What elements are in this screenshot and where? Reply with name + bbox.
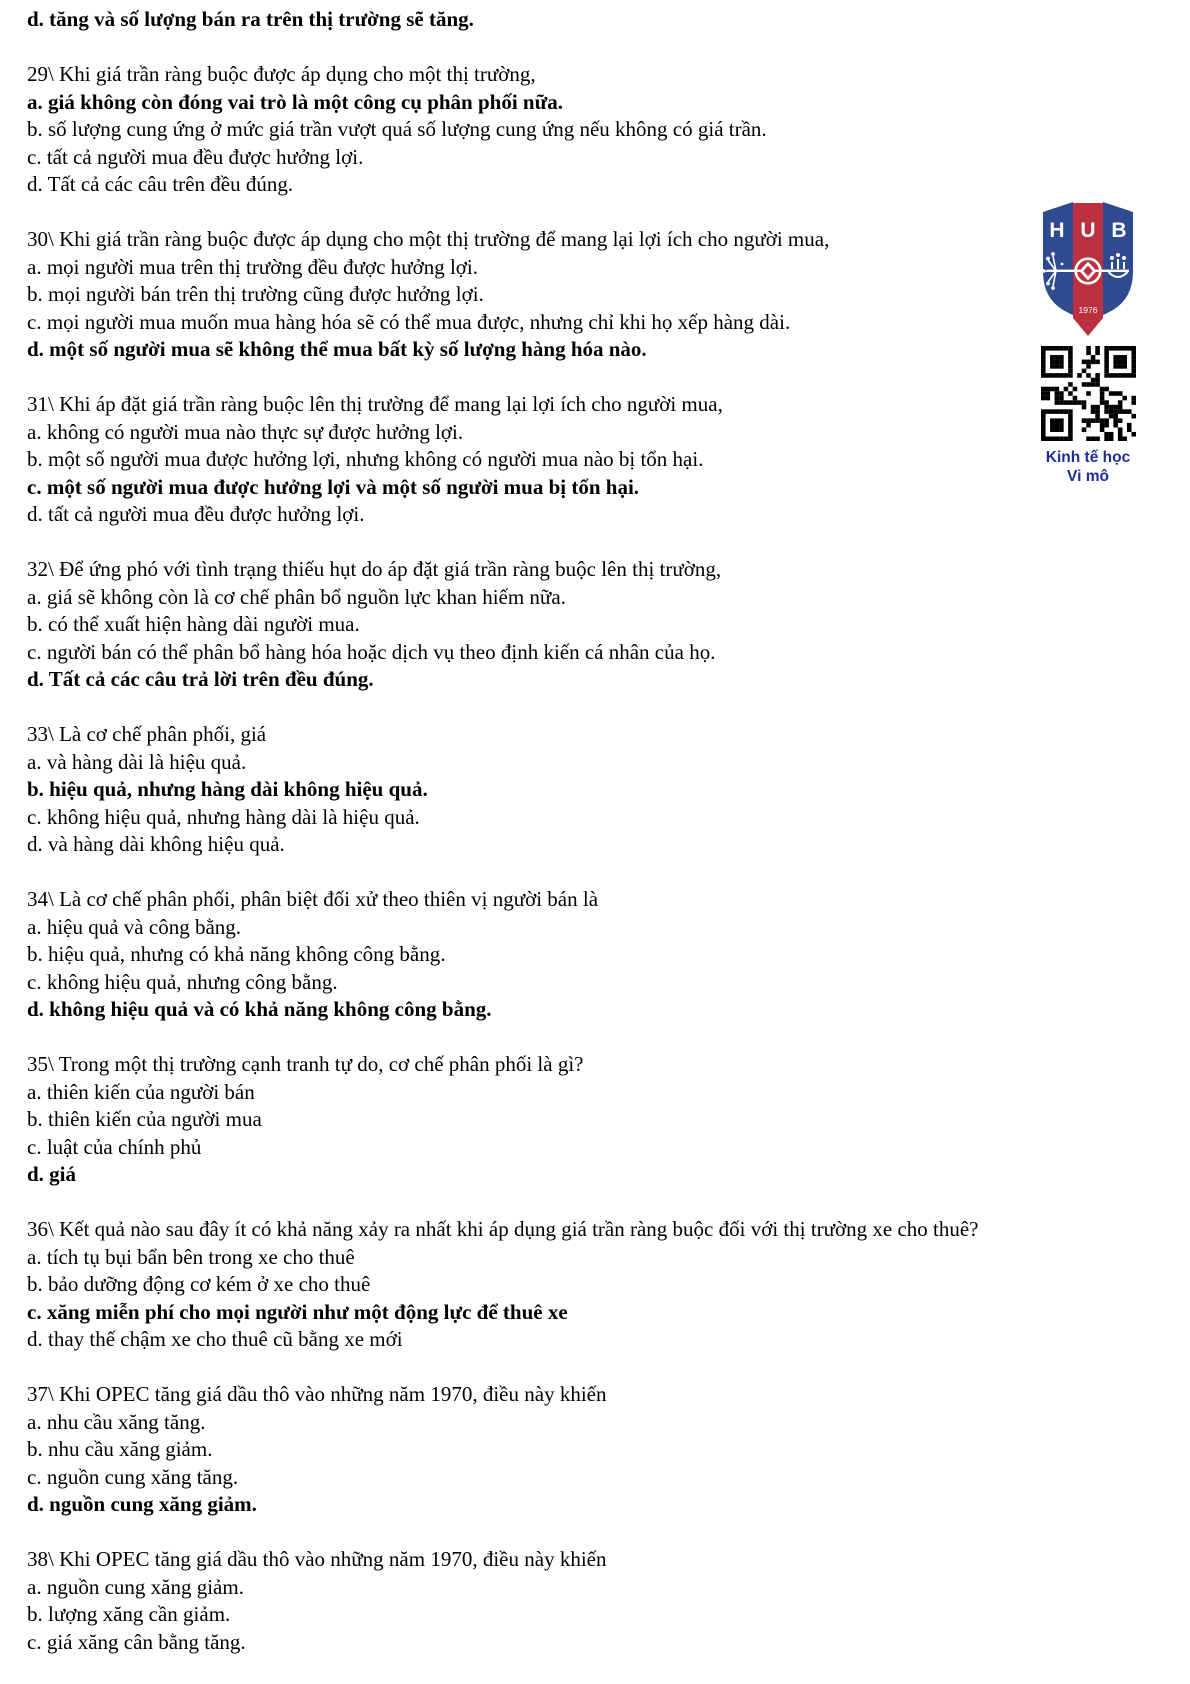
option-line: a. tích tụ bụi bẩn bên trong xe cho thuê — [27, 1244, 355, 1269]
option-line: b. số lượng cung ứng ở mức giá trần vượt quá số lượng cung ứng nếu không có giá trần. — [27, 117, 767, 141]
question-text: 34\ Là cơ chế phân phối, phân biệt đối xử theo thiên vị người bán là — [27, 887, 599, 911]
question-text: 30\ Khi giá trần ràng buộc được áp dụng cho một thị trường để mang lại lợi ích cho người mua, — [27, 227, 830, 251]
option-line: d. Tất cả các câu trên đều đúng. — [27, 172, 294, 196]
qr-code-icon — [1041, 346, 1136, 441]
option-line: b. mọi người bán trên thị trường cũng được hưởng lợi. — [27, 282, 484, 306]
question-text: 38\ Khi OPEC tăng giá dầu thô vào những năm 1970, điều này khiến — [27, 1547, 607, 1571]
option-line: c. xăng miễn phí cho mọi người như một động lực để thuê xe — [27, 1299, 568, 1324]
question-text: 36\ Kết quả nào sau đây ít có khả năng xảy ra nhất khi áp dụng giá trần ràng buộc đối với thị trường xe cho thuê? — [27, 1217, 979, 1241]
option-line: c. người bán có thể phân bổ hàng hóa hoặc dịch vụ theo định kiến cá nhân của họ. — [27, 639, 716, 664]
option-line: d. và hàng dài không hiệu quả. — [27, 832, 285, 856]
option-line: b. một số người mua được hưởng lợi, nhưng không có người mua nào bị tổn hại. — [27, 447, 704, 471]
course-caption-line2: Vi mô — [1067, 468, 1109, 485]
question-block — [27, 391, 1177, 529]
logo-letter-h: H — [1049, 219, 1065, 242]
questions — [27, 61, 1177, 1656]
option-line: b. lượng xăng cần giảm. — [27, 1602, 231, 1626]
option-line: c. luật của chính phủ — [27, 1134, 202, 1159]
question-text: 37\ Khi OPEC tăng giá dầu thô vào những năm 1970, điều này khiến — [27, 1382, 607, 1406]
course-caption — [1038, 448, 1138, 486]
option-line: d. giá — [27, 1162, 77, 1186]
option-line: c. không hiệu quả, nhưng công bằng. — [27, 969, 338, 994]
question-block — [27, 1381, 1177, 1519]
option-line: a. và hàng dài là hiệu quả. — [27, 749, 247, 774]
option-line: a. nhu cầu xăng tăng. — [27, 1409, 206, 1434]
option-line: c. mọi người mua muốn mua hàng hóa sẽ có thể mua được, nhưng chỉ khi họ xếp hàng dài. — [27, 309, 791, 334]
option-line: b. hiệu quả, nhưng hàng dài không hiệu quả. — [27, 777, 428, 801]
option-line: d. Tất cả các câu trả lời trên đều đúng. — [27, 667, 374, 691]
option-line: d. tăng và số lượng bán ra trên thị trường sẽ tăng. — [27, 7, 474, 31]
option-line: c. một số người mua được hưởng lợi và một số người mua bị tổn hại. — [27, 474, 640, 499]
sidebar — [1038, 196, 1138, 486]
question-text: 33\ Là cơ chế phân phối, giá — [27, 722, 267, 746]
logo-year: 1976 — [1078, 305, 1098, 315]
question-block — [27, 721, 1177, 859]
question-text: 31\ Khi áp đặt giá trần ràng buộc lên thị trường để mang lại lợi ích cho người mua, — [27, 392, 723, 416]
question-block — [27, 1546, 1177, 1656]
option-line: a. giá sẽ không còn là cơ chế phân bổ nguồn lực khan hiếm nữa. — [27, 584, 566, 609]
logo-letter-b: B — [1111, 219, 1127, 242]
option-line: a. không có người mua nào thực sự được hưởng lợi. — [27, 419, 464, 444]
option-line: b. thiên kiến của người mua — [27, 1107, 262, 1131]
question-block — [27, 556, 1177, 694]
question-block — [27, 1216, 1177, 1354]
option-line: b. bảo dưỡng động cơ kém ở xe cho thuê — [27, 1272, 371, 1296]
option-line: d. thay thế chậm xe cho thuê cũ bằng xe mới — [27, 1327, 403, 1351]
option-line: a. mọi người mua trên thị trường đều được hưởng lợi. — [27, 254, 478, 279]
option-line: b. nhu cầu xăng giảm. — [27, 1437, 213, 1461]
question-block — [27, 886, 1177, 1024]
option-line: c. không hiệu quả, nhưng hàng dài là hiệu quả. — [27, 804, 420, 829]
question-block — [27, 61, 1177, 199]
option-line: a. nguồn cung xăng giảm. — [27, 1574, 244, 1599]
question-text: 35\ Trong một thị trường cạnh tranh tự do, cơ chế phân phối là gì? — [27, 1052, 584, 1076]
question-text: 32\ Để ứng phó với tình trạng thiếu hụt do áp đặt giá trần ràng buộc lên thị trường, — [27, 557, 722, 581]
option-line: d. nguồn cung xăng giảm. — [27, 1492, 257, 1516]
option-line: d. tất cả người mua đều được hưởng lợi. — [27, 502, 365, 526]
quiz-document — [27, 6, 1177, 1656]
logo-letter-u: U — [1080, 219, 1096, 242]
option-line: d. một số người mua sẽ không thể mua bất kỳ số lượng hàng hóa nào. — [27, 337, 647, 361]
option-line: a. thiên kiến của người bán — [27, 1079, 255, 1104]
option-line: c. nguồn cung xăng tăng. — [27, 1464, 239, 1489]
option-line: b. có thể xuất hiện hàng dài người mua. — [27, 612, 360, 636]
option-line: c. giá xăng cân bằng tăng. — [27, 1629, 246, 1654]
question-block — [27, 226, 1177, 364]
option-line: c. tất cả người mua đều được hưởng lợi. — [27, 144, 364, 169]
option-line: a. hiệu quả và công bằng. — [27, 914, 242, 939]
hub-logo-icon — [1038, 196, 1138, 341]
option-line: b. hiệu quả, nhưng có khả năng không công bằng. — [27, 942, 446, 966]
question-block — [27, 1051, 1177, 1189]
question-text: 29\ Khi giá trần ràng buộc được áp dụng cho một thị trường, — [27, 62, 536, 86]
option-line: a. giá không còn đóng vai trò là một công cụ phân phối nữa. — [27, 89, 563, 114]
course-caption-line1: Kinh tế học — [1045, 449, 1131, 466]
option-line: d. không hiệu quả và có khả năng không công bằng. — [27, 997, 492, 1021]
